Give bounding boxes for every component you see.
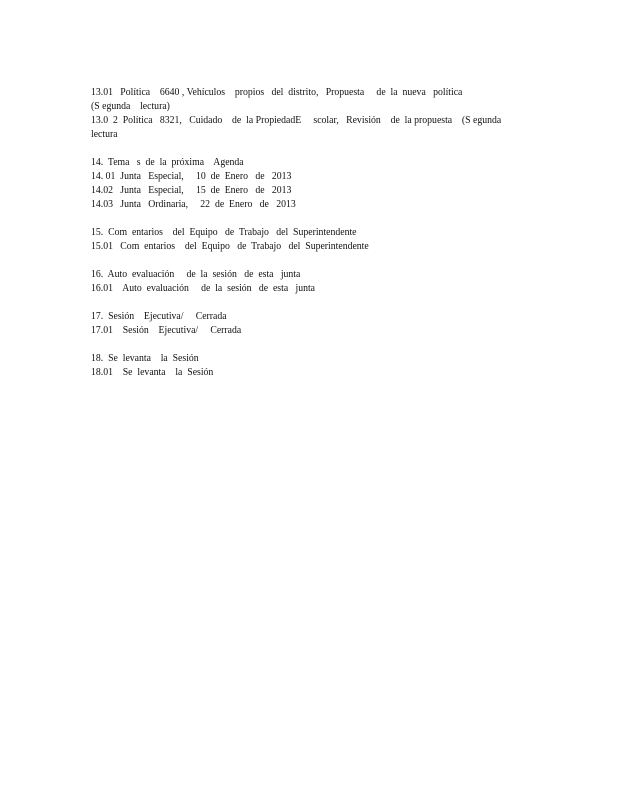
agenda-heading: 18. Se levanta la Sesión: [91, 353, 199, 364]
agenda-text-block: [91, 86, 500, 380]
agenda-section-14: [91, 156, 500, 212]
agenda-line: 13.01 Política 6640 , Vehículos propios del distrito, Propuesta de la nueva política: [91, 87, 463, 98]
agenda-section-15: [91, 226, 500, 254]
agenda-section-17: [91, 310, 500, 338]
section-spacer: [91, 142, 500, 156]
section-spacer: [91, 338, 500, 352]
agenda-section-18: [91, 352, 500, 380]
agenda-heading: 14. Tema s de la próxima Agenda: [91, 157, 244, 168]
agenda-line: 14. 01 Junta Especial, 10 de Enero de 2013: [91, 171, 292, 182]
agenda-line: 18.01 Se levanta la Sesión: [91, 367, 214, 378]
section-spacer: [91, 296, 500, 310]
agenda-line: 15.01 Com entarios del Equipo de Trabajo del Superintendente: [91, 241, 369, 252]
agenda-heading: 15. Com entarios del Equipo de Trabajo del Superintendente: [91, 227, 357, 238]
agenda-line: lectura: [91, 129, 118, 140]
agenda-line: (S egunda lectura): [91, 101, 170, 112]
agenda-line: 14.02 Junta Especial, 15 de Enero de 2013: [91, 185, 292, 196]
agenda-heading: 16. Auto evaluación de la sesión de esta junta: [91, 269, 301, 280]
agenda-heading: 17. Sesión Ejecutiva/ Cerrada: [91, 311, 227, 322]
section-spacer: [91, 254, 500, 268]
section-spacer: [91, 212, 500, 226]
agenda-section-13: [91, 86, 500, 142]
agenda-line: 16.01 Auto evaluación de la sesión de esta junta: [91, 283, 316, 294]
agenda-line: 13.0 2 Política 8321, Cuidado de la PropiedadE scolar, Revisión de la propuesta (S egunda: [91, 115, 502, 126]
agenda-line: 17.01 Sesión Ejecutiva/ Cerrada: [91, 325, 242, 336]
agenda-line: 14.03 Junta Ordinaria, 22 de Enero de 2013: [91, 199, 296, 210]
agenda-section-16: [91, 268, 500, 296]
